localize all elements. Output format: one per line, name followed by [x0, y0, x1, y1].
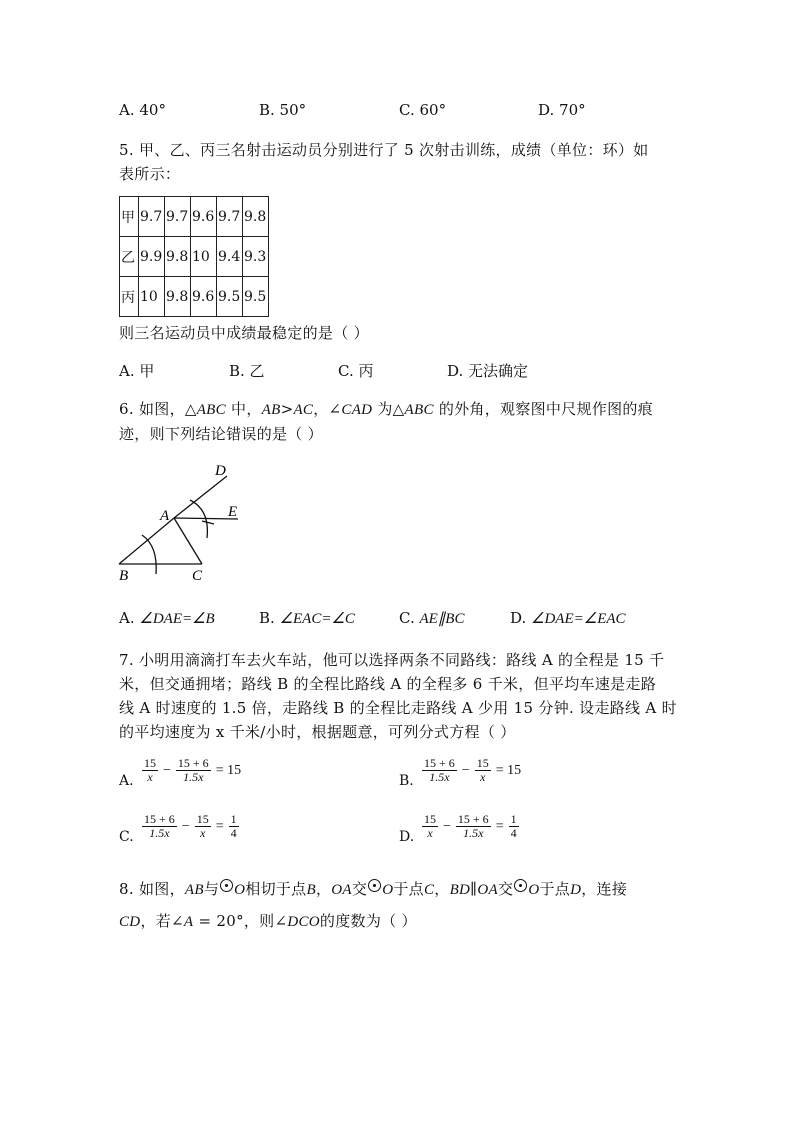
table-cell: 9.7	[217, 197, 243, 237]
q6-option-a: A. ∠DAE=∠B	[119, 609, 215, 627]
q8-stem-line2: CD，若∠A = 20°，则∠DCO的度数为（ ）	[119, 912, 417, 930]
table-cell: 9.5	[217, 277, 243, 317]
q6-stem-line1: 6. 如图，△ABC 中，AB>AC，∠CAD 为△ABC 的外角，观察图中尺规作图的痕	[119, 400, 654, 418]
label-d: D	[215, 463, 226, 479]
q7-line1: 7. 小明用滴滴打车去火车站，他可以选择两条不同路线：路线 A 的全程是 15 千	[119, 651, 665, 669]
table-cell: 9.6	[191, 197, 217, 237]
table-cell: 10	[191, 237, 217, 277]
circle-dot-icon	[514, 879, 527, 892]
table-cell: 乙	[120, 237, 139, 277]
table-cell: 9.8	[243, 197, 269, 237]
q7-option-d-equation: $\frac{15}{x}$ − $\frac{15 + 6}{1.5x}$ = $\frac{1}{4}$	[424, 812, 517, 840]
q7-option-d-label: D.	[399, 829, 415, 845]
label-b: B	[119, 568, 129, 584]
label-a: A	[160, 508, 170, 524]
table-cell: 9.7	[139, 197, 165, 237]
q5-option-a: A. 甲	[119, 362, 155, 380]
q4-option-d: D. 70°	[538, 101, 586, 119]
label-c: C	[192, 568, 203, 584]
fraction: $\frac{15 + 6}{1.5x}$	[177, 756, 209, 784]
q4-option-c: C. 60°	[399, 101, 447, 119]
table-cell: 9.7	[165, 197, 191, 237]
q7-option-c-equation: $\frac{15 + 6}{1.5x}$ − $\frac{15}{x}$ = $\frac{1}{4}$	[144, 812, 237, 840]
table-cell: 9.9	[139, 237, 165, 277]
table-cell: 甲	[120, 197, 139, 237]
q4-option-a: A. 40°	[119, 101, 166, 119]
fraction: $\frac{1}{4}$	[510, 812, 517, 840]
circle-dot-icon	[220, 879, 233, 892]
q5-question: 则三名运动员中成绩最稳定的是（ ）	[119, 324, 369, 342]
q5-option-d: D. 无法确定	[447, 362, 529, 380]
q6-geometry-figure	[110, 458, 250, 588]
q7-line3: 线 A 时速度的 1.5 倍，走路线 B 的全程比走路线 A 少用 15 分钟. 设走路线 A 时	[119, 699, 677, 717]
q6-option-b: B. ∠EAC=∠C	[259, 609, 355, 627]
q7-line4: 的平均速度为 x 千米/小时，根据题意，可列分式方程（ ）	[119, 723, 516, 741]
q6-option-d: D. ∠DAE=∠EAC	[510, 609, 626, 627]
table-cell: 9.5	[243, 277, 269, 317]
q6-stem-line2: 迹，则下列结论错误的是（ ）	[119, 425, 323, 443]
table-row	[120, 197, 269, 237]
table-cell: 10	[139, 277, 165, 317]
table-cell: 丙	[120, 277, 139, 317]
q7-option-b-equation: $\frac{15 + 6}{1.5x}$ − $\frac{15}{x}$ = 15	[424, 756, 522, 784]
q7-option-b-label: B.	[399, 773, 414, 789]
fraction: $\frac{15 + 6}{1.5x}$	[144, 812, 175, 840]
fraction: $\frac{15}{x}$	[144, 756, 156, 784]
table-cell: 9.8	[165, 277, 191, 317]
q6-option-c: C. AE∥BC	[399, 609, 465, 627]
q7-option-a-label: A.	[119, 773, 134, 789]
q5-option-c: C. 丙	[338, 362, 374, 380]
segment-ac	[174, 518, 202, 564]
q4-option-b: B. 50°	[259, 101, 307, 119]
label-e: E	[228, 504, 238, 520]
fraction: $\frac{15 + 6}{1.5x}$	[424, 756, 455, 784]
q8-stem-line1: 8. 如图，AB与 O相切于点B，OA交 O于点C，BD∥OA交 O于点D，连接	[119, 880, 628, 898]
q7-option-a-equation: $\frac{15}{x}$ − $\frac{15 + 6}{1.5x}$ = 15	[144, 756, 242, 784]
q7-line2: 米，但交通拥堵；路线 B 的全程比路线 A 的全程多 6 千米，但平均车速是走路	[119, 675, 657, 693]
arc-tick	[202, 521, 214, 524]
table-cell: 9.3	[243, 237, 269, 277]
q7-option-c-label: C.	[119, 829, 134, 845]
table-row	[120, 237, 269, 277]
q5-option-b: B. 乙	[229, 362, 265, 380]
fraction: $\frac{15}{x}$	[196, 812, 209, 840]
circle-dot-icon	[368, 879, 381, 892]
fraction: $\frac{15}{x}$	[476, 756, 489, 784]
fraction: $\frac{15}{x}$	[424, 812, 436, 840]
q5-stem-line1: 5. 甲、乙、丙三名射击运动员分别进行了 5 次射击训练，成绩（单位：环）如	[119, 141, 649, 159]
fraction: $\frac{1}{4}$	[230, 812, 237, 840]
table-cell: 9.4	[217, 237, 243, 277]
table-cell: 9.8	[165, 237, 191, 277]
ray-ad	[174, 476, 227, 518]
arc-at-b	[142, 535, 156, 574]
table-cell: 9.6	[191, 277, 217, 317]
segment-ab	[119, 518, 174, 564]
fraction: $\frac{15 + 6}{1.5x}$	[457, 812, 489, 840]
q5-score-table	[119, 196, 269, 317]
table-row	[120, 277, 269, 317]
q5-stem-line2: 表所示：	[119, 165, 181, 183]
